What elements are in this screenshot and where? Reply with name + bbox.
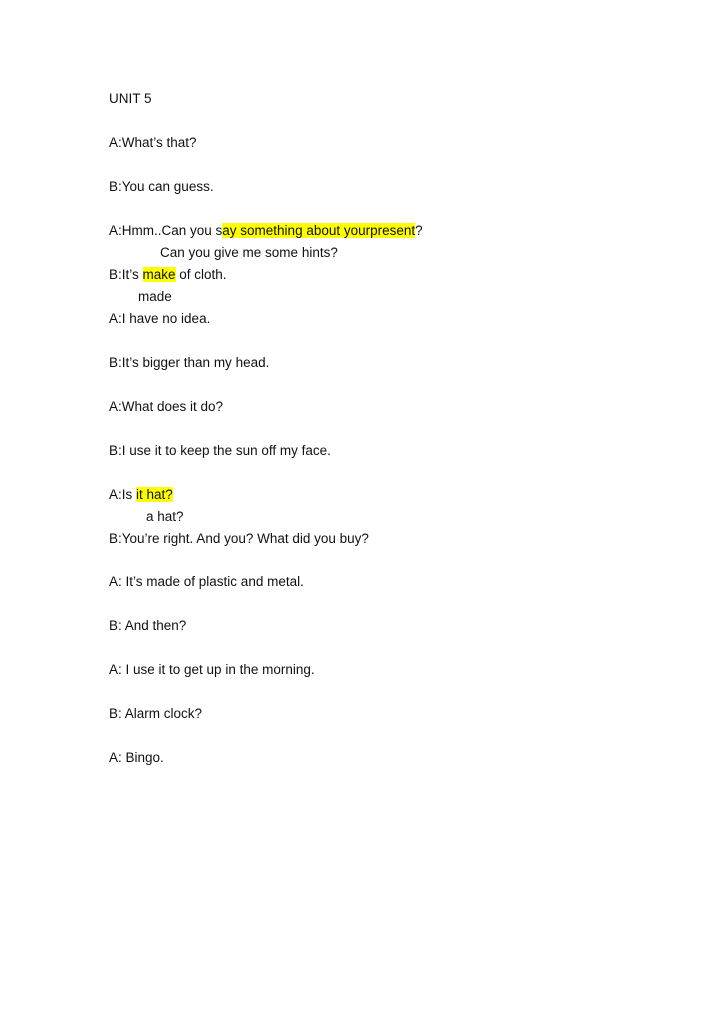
highlighted-text: ay something about yourpresent [222,223,416,238]
dialogue-line: B: And then? [109,618,187,633]
dialogue-line: A: It’s made of plastic and metal. [109,574,304,589]
correction-note: made [138,289,172,304]
dialogue-line: A:What does it do? [109,399,224,414]
dialogue-line: A:I have no idea. [109,311,211,326]
dialogue-line: A:Hmm..Can you say something about yourpresent? [109,223,423,238]
document-title: UNIT 5 [109,91,152,106]
highlighted-text: make [142,267,176,282]
dialogue-line: B:It’s make of cloth. [109,267,227,282]
dialogue-line: B:You’re right. And you? What did you buy? [109,531,369,546]
dialogue-line: A: Bingo. [109,750,164,765]
dialogue-line: B: Alarm clock? [109,706,203,721]
dialogue-line: B:It’s bigger than my head. [109,355,270,370]
dialogue-line: A:What’s that? [109,135,197,150]
correction-note: Can you give me some hints? [160,245,338,260]
dialogue-line: A:Is it hat? [109,487,173,502]
highlighted-text: it hat? [136,487,173,502]
dialogue-line: A: I use it to get up in the morning. [109,662,315,677]
dialogue-line: B:You can guess. [109,179,214,194]
correction-note: a hat? [146,509,184,524]
dialogue-line: B:I use it to keep the sun off my face. [109,443,331,458]
